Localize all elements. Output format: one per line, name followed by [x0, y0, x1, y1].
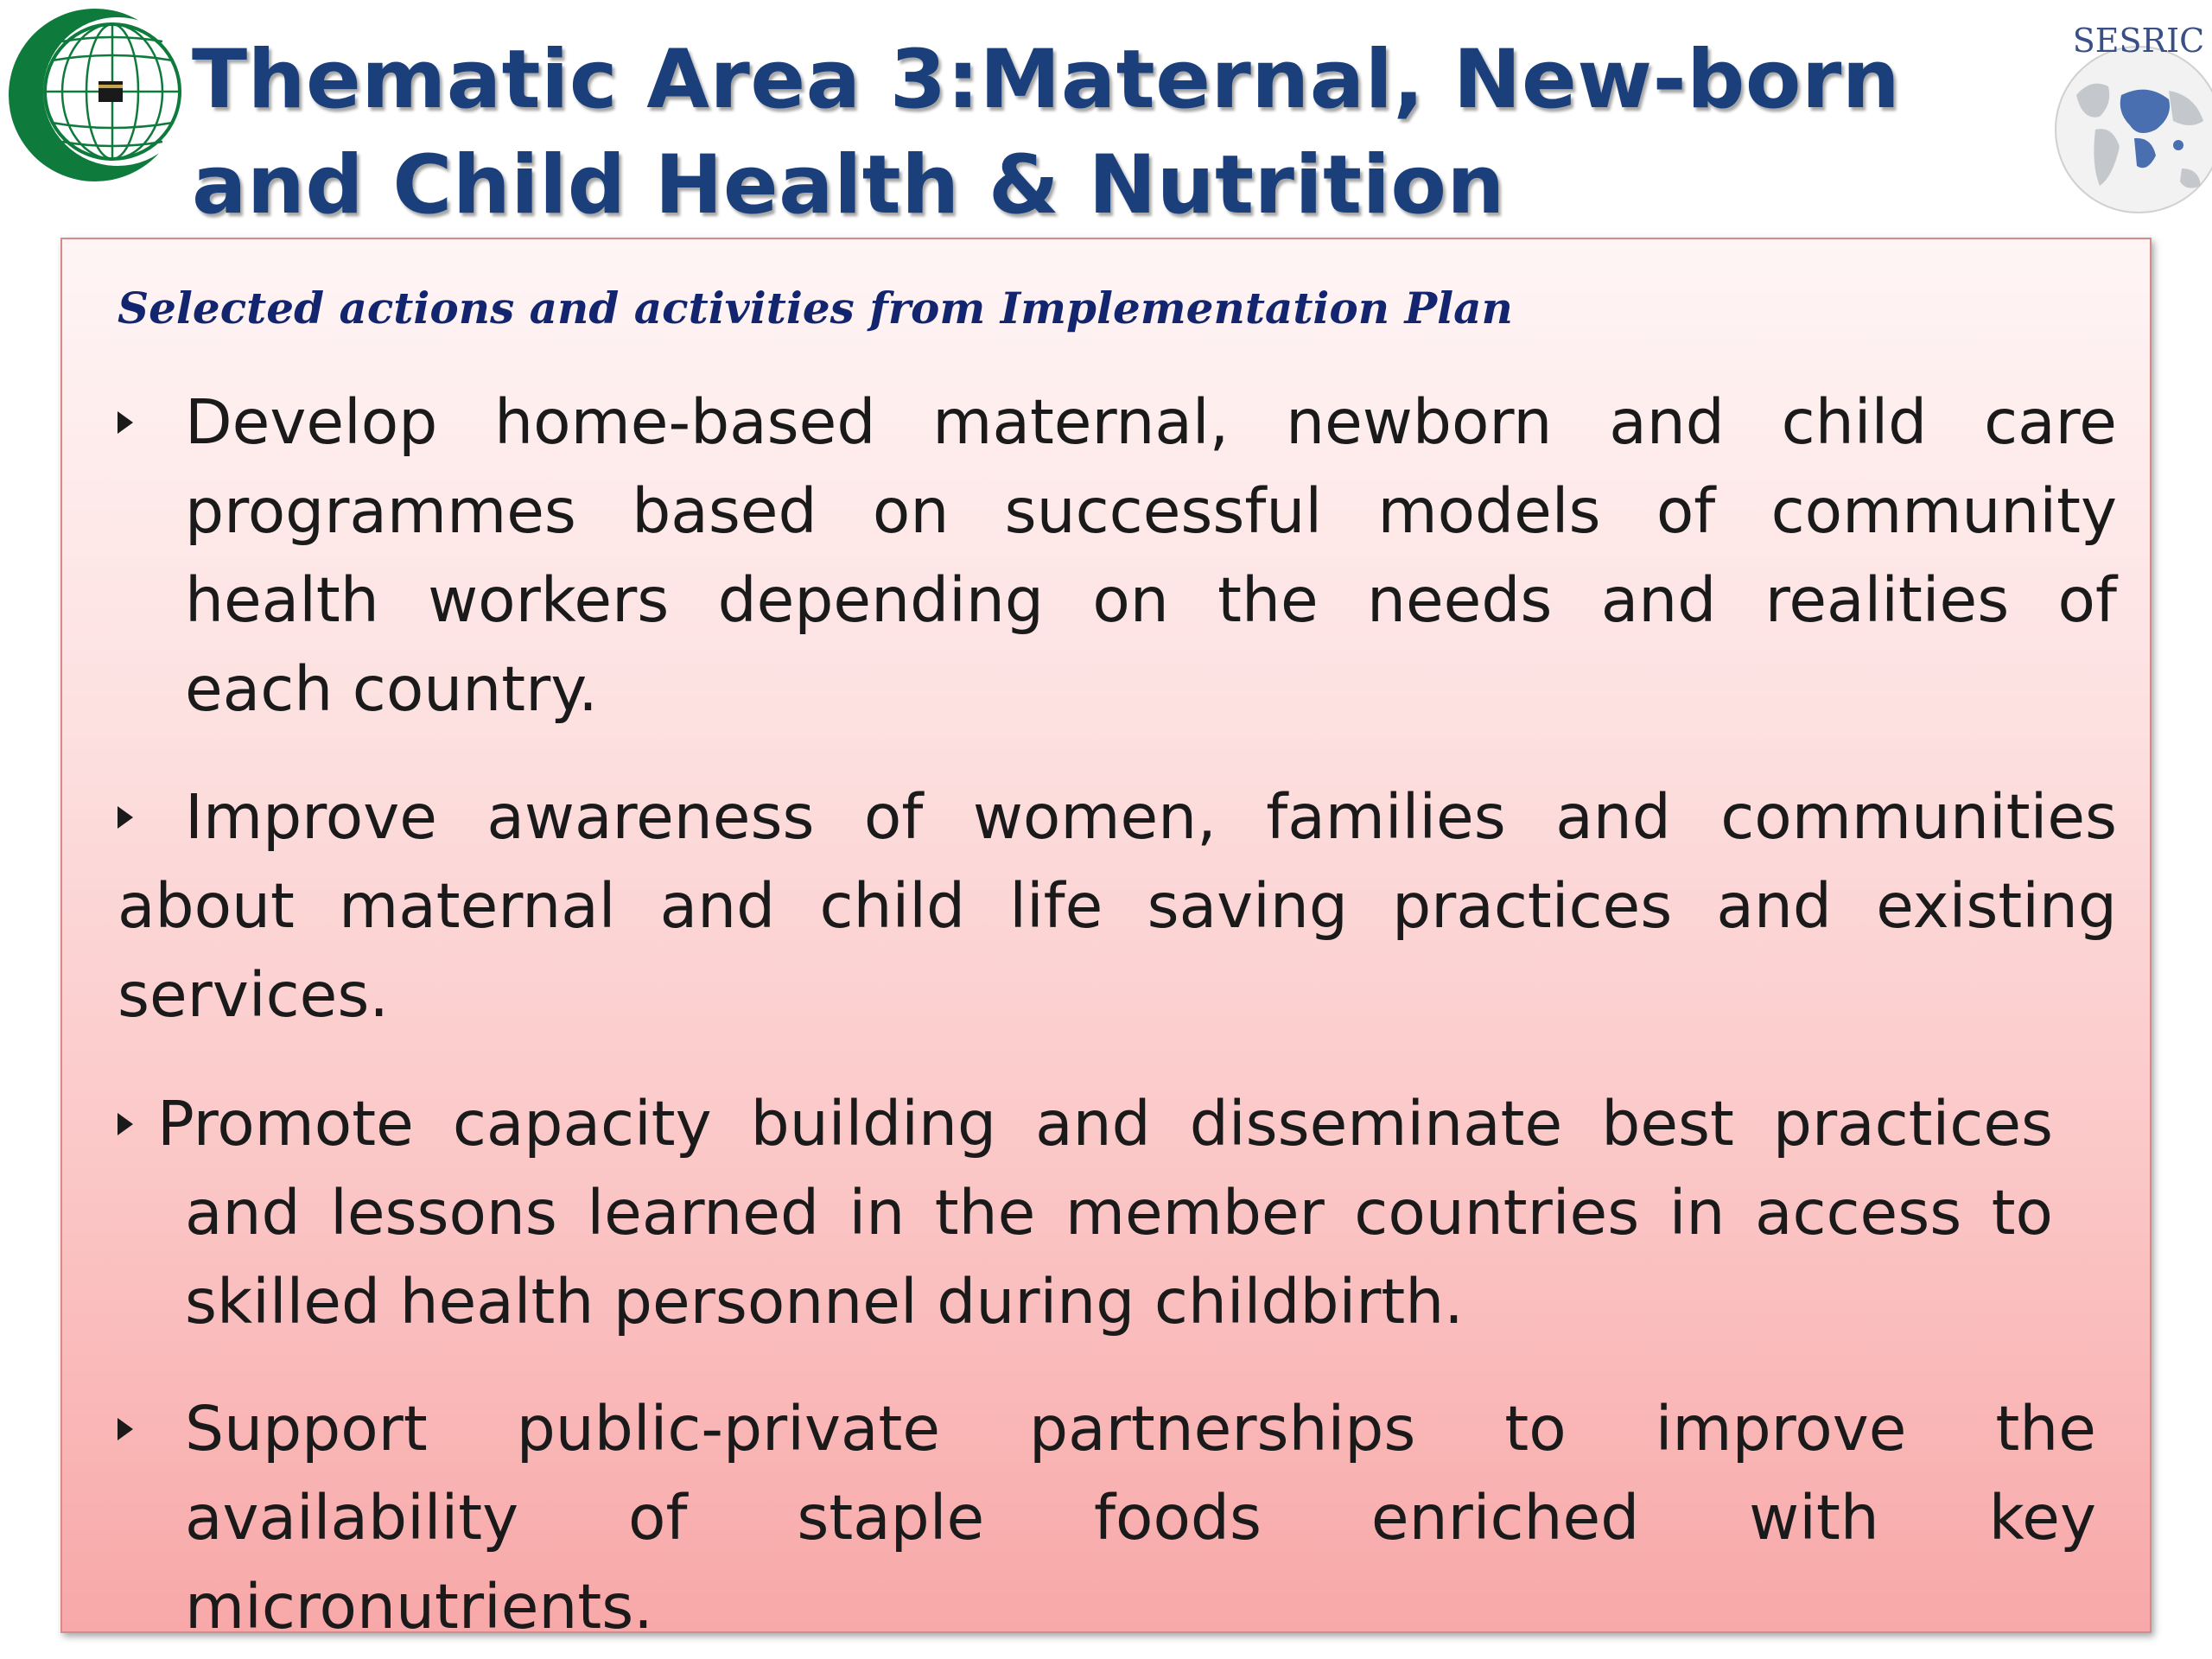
bullet-line: availability of staple foods enriched with key: [185, 1482, 2096, 1554]
bullet-line: Promote capacity building and disseminate best practices: [157, 1088, 2053, 1160]
bullet-line: each country.: [185, 653, 598, 725]
oic-logo-icon: [7, 7, 184, 184]
section-subtitle: Selected actions and activities from Implementation Plan: [118, 283, 1513, 334]
bullet-line: programmes based on successful models of community: [185, 475, 2117, 547]
bullet-line: about maternal and child life saving practices and existing: [118, 870, 2117, 942]
bullet-line: and lessons learned in the member countries in access to: [185, 1177, 2053, 1249]
bullet-line: skilled health personnel during childbirth.: [185, 1266, 1464, 1338]
bullet-line: micronutrients.: [185, 1571, 653, 1643]
title-line-1: Thematic Area 3:Maternal, New-born: [192, 33, 1901, 127]
triangle-bullet-icon: [118, 1079, 162, 1168]
bullet-item: [118, 1384, 2096, 1651]
bullet-line: services.: [118, 959, 389, 1031]
bullet-item: [118, 1079, 2053, 1346]
sesric-logo-text: SESRIC: [2072, 22, 2205, 60]
content-box: [60, 238, 2152, 1643]
sesric-logo-icon: [2009, 0, 2212, 238]
bullet-line: Support public-private partnerships to improve the: [185, 1393, 2096, 1465]
bullet-line: Develop home-based maternal, newborn and child care: [185, 386, 2117, 458]
slide-title: [192, 28, 1989, 238]
triangle-bullet-icon: [118, 772, 162, 861]
triangle-bullet-icon: [118, 1384, 162, 1473]
bullet-item: [118, 772, 2117, 1039]
bullet-line: Improve awareness of women, families and communities: [185, 781, 2117, 853]
title-line-2: and Child Health & Nutrition: [192, 138, 1505, 232]
triangle-bullet-icon: [118, 378, 162, 467]
bullet-line: health workers depending on the needs and realities of: [185, 564, 2117, 636]
bullet-item: [118, 378, 2117, 734]
